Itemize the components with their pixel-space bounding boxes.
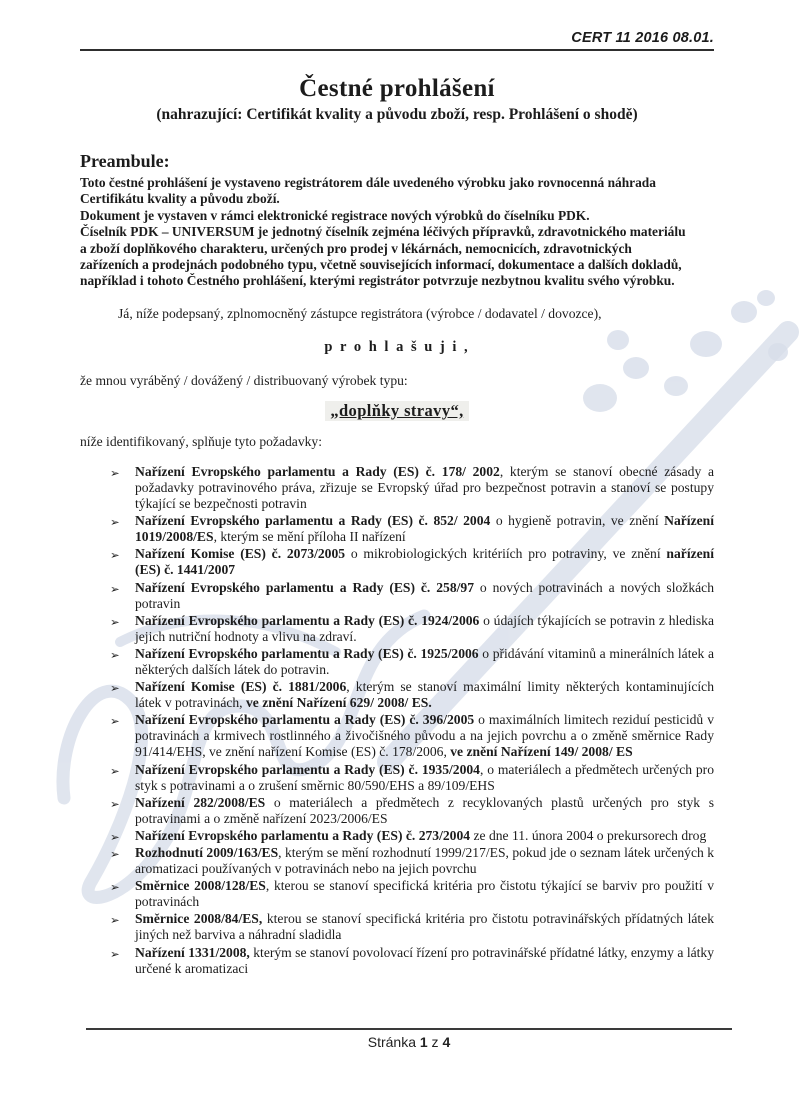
arrow-bullet-icon: ➢ — [110, 614, 120, 629]
arrow-bullet-icon: ➢ — [110, 796, 120, 811]
requirement-item — [80, 762, 714, 794]
requirement-text: , kterým se stanoví maximální limity některých kontaminujících látek v potravinách, — [135, 679, 714, 711]
preamble-line: zařízeních a prodejnách podobného typu, včetně souvisejících informací, dokumentace a dalších dokladů, — [80, 257, 682, 273]
requirement-item — [80, 613, 714, 645]
arrow-bullet-icon: ➢ — [110, 581, 120, 596]
document-code: CERT 11 2016 08.01. — [571, 30, 714, 46]
requirement-text: kterým se stanoví povolovací řízení pro potravinářské přídatné látky, enzymy a látky určené k aromatizaci — [135, 944, 714, 976]
requirement-item — [80, 911, 714, 943]
requirement-reference: Nařízení Komise (ES) č. 1881/2006 — [135, 679, 347, 695]
requirement-reference: Nařízení Komise (ES) č. 2073/2005 — [135, 546, 346, 562]
requirement-text: o nových potravinách a nových složkách potravin — [135, 579, 714, 611]
requirement-reference: Nařízení Evropského parlamentu a Rady (ES) č. 178/ 2002 — [135, 463, 500, 479]
preamble-line: Certifikátu kvality a původu zboží. — [80, 191, 280, 207]
product-type-line — [80, 401, 714, 421]
requirement-item — [80, 795, 714, 827]
requirement-reference: Směrnice 2008/128/ES — [135, 878, 266, 894]
arrow-bullet-icon: ➢ — [110, 465, 120, 480]
requirement-text: o materiálech a předmětech z recyklovaných plastů určených pro styk s potravinami a o změně nařízení 2023/2006/ES — [135, 794, 714, 826]
arrow-bullet-icon: ➢ — [110, 880, 120, 895]
requirement-text: o mikrobiologických kritériích pro potraviny, ve znění — [345, 546, 667, 562]
requirement-text: kterou se stanoví specifická kritéria pro čistotu potravinářských přídatných látek jiných než barviva a náhradní sladidla — [135, 911, 714, 943]
requirement-text: , kterým se stanoví obecné zásady a požadavky potravinového práva, zřizuje se Evropský úřad pro bezpečnost potravin a stanoví se postupy týkající se bezpečnosti potravin — [135, 463, 714, 512]
requirement-reference: Nařízení 282/2008/ES — [135, 794, 266, 810]
requirement-item — [80, 679, 714, 711]
product-type: „doplňky stravy“, — [325, 401, 468, 421]
requirement-reference: Nařízení Evropského parlamentu a Rady (ES) č. 1935/2004 — [135, 761, 480, 777]
requirement-text: o hygieně potravin, ve znění — [490, 513, 665, 529]
requirement-reference: Nařízení Evropského parlamentu a Rady (ES) č. 1925/2006 — [135, 645, 479, 661]
requirement-reference: Nařízení 1019/2008/ES — [135, 513, 714, 545]
arrow-bullet-icon: ➢ — [110, 763, 120, 778]
arrow-bullet-icon: ➢ — [110, 548, 120, 563]
page-footer — [86, 1028, 732, 1050]
preamble-paragraph — [80, 175, 714, 290]
requirement-item — [80, 845, 714, 877]
product-type-intro: že mnou vyráběný / dovážený / distribuovaný výrobek typu: — [80, 372, 408, 388]
requirement-reference: Rozhodnutí 2009/163/ES — [135, 845, 279, 860]
requirements-intro: níže identifikovaný, splňuje tyto požadavky: — [80, 433, 322, 449]
requirement-text: o přidávání vitaminů a minerálních látek a některých dalších látek do potravin. — [135, 645, 714, 677]
requirement-item — [80, 580, 714, 612]
arrow-bullet-icon: ➢ — [110, 681, 120, 696]
footer-separator: z — [427, 1034, 443, 1050]
requirement-reference: Směrnice 2008/84/ES, — [135, 911, 263, 927]
requirement-text: , kterým se mění příloha II nařízení — [213, 529, 406, 545]
preambule-heading: Preambule: — [80, 151, 170, 171]
requirement-reference: Nařízení Evropského parlamentu a Rady (ES) č. 1924/2006 — [135, 612, 480, 628]
declaration-intro: Já, níže podepsaný, zplnomocněný zástupce registrátora (výrobce / dodavatel / dovozce), — [118, 305, 602, 321]
preamble-line: Toto čestné prohlášení je vystaveno registrátorem dále uvedeného výrobku jako rovnocenná náhrada — [80, 175, 656, 190]
requirement-item — [80, 712, 714, 760]
requirement-item — [80, 513, 714, 545]
footer-rule — [86, 1028, 732, 1030]
arrow-bullet-icon: ➢ — [110, 515, 120, 530]
requirement-reference: nařízení (ES) č. 1441/2007 — [135, 546, 714, 578]
page-number-text — [86, 1034, 732, 1050]
header-rule — [80, 49, 714, 51]
requirement-reference: Nařízení Evropského parlamentu a Rady (ES) č. 396/2005 — [135, 712, 475, 728]
requirement-text: o maximálních limitech reziduí pesticidů v potravinách a krmivech rostlinného a živočišného původu a na jejich povrchu a o změně směrnice Rady 91/414/EHS, ve znění nařízení Komise (ES) č. 178/2006, — [135, 712, 714, 760]
arrow-bullet-icon: ➢ — [110, 913, 120, 928]
requirements-list — [80, 464, 714, 977]
arrow-bullet-icon: ➢ — [110, 714, 120, 729]
declaration-verb: p r o h l a š u j i , — [324, 338, 470, 355]
requirement-reference: Nařízení 1331/2008, — [135, 944, 250, 960]
requirement-reference: ve znění Nařízení 149/ 2008/ ES — [450, 744, 633, 760]
requirement-item — [80, 878, 714, 910]
requirement-text: o údajích týkajících se potravin z hlediska jejich nutriční hodnoty a vlivu na zdraví. — [135, 612, 714, 644]
requirement-reference: Nařízení Evropského parlamentu a Rady (ES) č. 852/ 2004 — [135, 513, 491, 529]
arrow-bullet-icon: ➢ — [110, 829, 120, 844]
requirement-text: , kterou se stanoví specifická kritéria pro čistotu týkající se barviv pro použití v potravinách — [135, 878, 714, 910]
footer-prefix: Stránka — [367, 1034, 420, 1050]
document-content — [80, 0, 714, 978]
page-subtitle: (nahrazující: Certifikát kvality a původu zboží, resp. Prohlášení o shodě) — [156, 106, 638, 123]
preamble-line: Dokument je vystaven v rámci elektronické registrace nových výrobků do číselníku PDK. — [80, 207, 590, 223]
requirement-text: , kterým se mění rozhodnutí 1999/217/ES, pokud jde o seznam látek určených k aromatizaci používaných v potravinách nebo na jejich povrchu — [135, 845, 714, 877]
preamble-line: a zboží doplňkového charakteru, určených pro prodej v lékárnách, nemocnicích, zdravotnických — [80, 240, 632, 256]
requirement-item — [80, 546, 714, 578]
requirement-reference: ve znění Nařízení 629/ 2008/ ES. — [245, 695, 432, 711]
footer-total-pages: 4 — [442, 1034, 451, 1050]
requirement-item — [80, 828, 714, 844]
preamble-line: Číselník PDK – UNIVERSUM je jednotný číselník zejména léčivých přípravků, zdravotnického materiálu — [80, 224, 686, 240]
arrow-bullet-icon: ➢ — [110, 946, 120, 961]
footer-page-number: 1 — [419, 1034, 428, 1050]
preamble-line: například i tohoto Čestného prohlášení, kterými registrátor potvrzuje nezbytnou kvalitu svého výrobku. — [80, 273, 675, 289]
page-title: Čestné prohlášení — [299, 75, 495, 102]
requirement-item — [80, 945, 714, 977]
requirement-item — [80, 646, 714, 678]
requirement-reference: Nařízení Evropského parlamentu a Rady (ES) č. 258/97 — [135, 579, 474, 595]
requirement-text: , o materiálech a předmětech určených pro styk s potravinami a o zrušení směrnic 80/590/EHS a 89/109/EHS — [135, 761, 714, 793]
arrow-bullet-icon: ➢ — [110, 647, 120, 662]
requirement-text: ze dne 11. února 2004 o prekursorech drog — [470, 827, 707, 843]
requirement-reference: Nařízení Evropského parlamentu a Rady (ES) č. 273/2004 — [135, 827, 471, 843]
arrow-bullet-icon: ➢ — [110, 847, 120, 861]
requirement-item — [80, 464, 714, 512]
